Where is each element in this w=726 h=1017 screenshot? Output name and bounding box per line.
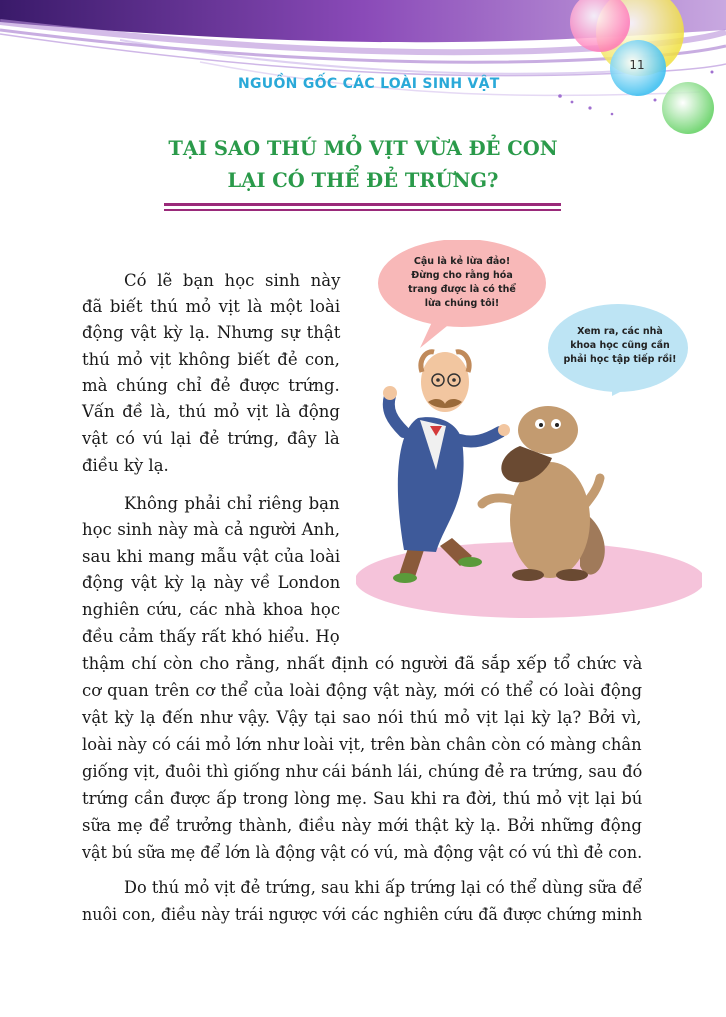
body-line-7: vật có vú lại đẻ trứng, đây là <box>82 429 340 448</box>
body-line-20: trứng cần được ấp trong lòng mẹ. Sau khi ra đời, thú mỏ vịt lại bú <box>82 789 643 808</box>
body-line-5: mà chúng chỉ đẻ được trứng. <box>82 376 340 395</box>
body-line-16: cơ quan trên cơ thể của loài động vật này, mới có thể có loài động <box>82 681 643 700</box>
body-line-14: đều cảm thấy rất khó hiểu. Họ <box>82 627 340 646</box>
body-line-11: sau khi mang mẫu vật của loài <box>82 547 341 566</box>
body-line-12: động vật kỳ lạ này về London <box>82 573 341 592</box>
title-divider <box>164 203 561 206</box>
bubble-left-line-2: Đừng cho rằng hóa <box>411 270 513 281</box>
body-line-9: Không phải chỉ riêng bạn <box>124 494 340 513</box>
article-title-line-2: LẠI CÓ THỂ ĐẺ TRỨNG? <box>227 169 499 192</box>
body-line-2: đã biết thú mỏ vịt là một loài <box>82 297 341 316</box>
bubble-right-line-3: phải học tập tiếp rồi! <box>563 354 677 365</box>
body-line-15: thậm chí còn cho rằng, nhất định có người đã sắp xếp tổ chức và <box>82 654 643 673</box>
header-decoration <box>0 0 726 140</box>
illustration <box>356 240 702 620</box>
body-line-24: nuôi con, điều này trái ngược với các nghiên cứu đã được chứng minh <box>82 905 643 924</box>
bubble-right-line-1: Xem ra, các nhà <box>577 326 663 337</box>
bubble-left-line-3: trang được là có thể <box>408 284 516 295</box>
body-line-18: loài này có cái mỏ lớn như loài vịt, trên bàn chân còn có màng chân <box>82 735 642 754</box>
title-divider-thin <box>164 209 561 211</box>
body-line-3: động vật kỳ lạ. Nhưng sự thật <box>82 323 341 342</box>
body-line-1: Có lẽ bạn học sinh này <box>124 271 341 290</box>
bubble-right-line-2: khoa học cũng cần <box>570 340 670 351</box>
bubble-left-line-1: Cậu là kẻ lừa đảo! <box>413 256 511 267</box>
body-line-6: Vấn đề là, thú mỏ vịt là động <box>82 402 340 421</box>
body-line-13: nghiên cứu, các nhà khoa học <box>82 600 341 619</box>
body-line-21: sữa mẹ để trưởng thành, điều này mới thật kỳ lạ. Bởi những động <box>82 816 642 835</box>
body-line-10: học sinh này mà cả người Anh, <box>82 520 341 539</box>
bubble-left-line-4: lừa chúng tôi! <box>424 298 500 309</box>
body-line-4: thú mỏ vịt không biết đẻ con, <box>82 350 340 369</box>
speech-bubble-right <box>548 304 688 396</box>
body-line-19: giống vịt, đuôi thì giống như cái bánh lái, chúng đẻ ra trứng, sau đó <box>82 762 643 781</box>
speech-bubble-left <box>378 240 546 348</box>
body-line-17: vật kỳ lạ đến như vậy. Vậy tại sao nói thú mỏ vịt lại kỳ lạ? Bởi vì, <box>82 708 642 727</box>
body-line-8: điều kỳ lạ. <box>82 456 169 475</box>
body-line-22: vật bú sữa mẹ để lớn là động vật có vú, mà động vật có vú thì đẻ con. <box>82 843 643 862</box>
page-number: 11 <box>629 58 645 72</box>
body-line-23: Do thú mỏ vịt đẻ trứng, sau khi ấp trứng lại có thể dùng sữa để <box>124 878 643 897</box>
article-title-line-1: TẠI SAO THÚ MỎ VỊT VỪA ĐẺ CON <box>168 137 558 160</box>
section-title: NGUỒN GỐC CÁC LOÀI SINH VẬT <box>238 76 500 92</box>
